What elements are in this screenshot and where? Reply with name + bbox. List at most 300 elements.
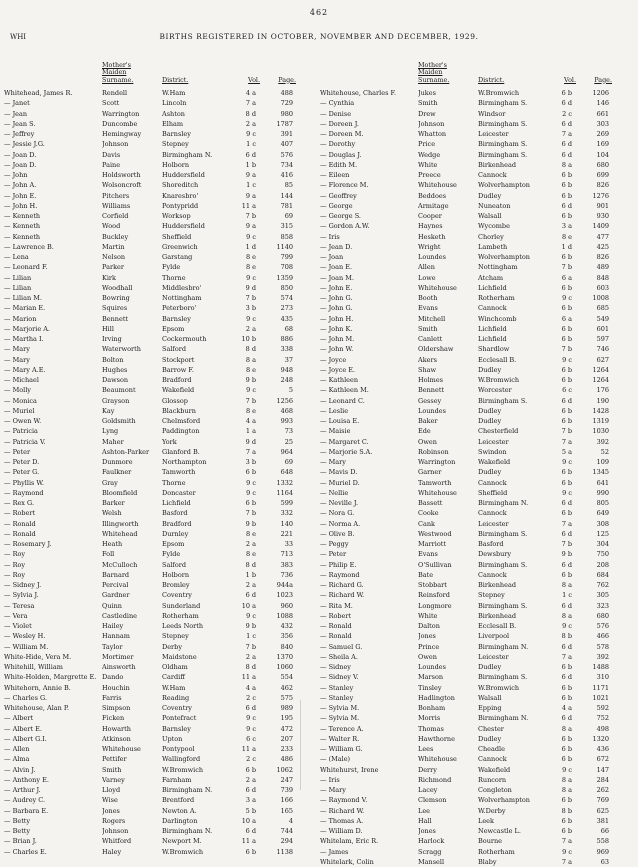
volume: 6 b (561, 89, 572, 97)
volume: 7 a (245, 447, 256, 456)
volume: 7 a (245, 99, 256, 108)
volume: 8 d (245, 560, 256, 569)
district: Birmingham N. (478, 499, 529, 507)
page-ref: 381 (596, 816, 609, 825)
volume: 8 a (561, 160, 572, 169)
entry-name: — John E. (4, 191, 37, 200)
page-ref: 208 (596, 560, 609, 569)
column-header (4, 46, 320, 88)
district: W.Ham (162, 683, 186, 692)
register-entry (320, 283, 636, 293)
entry-name: — Molly (4, 386, 31, 395)
district: Runcorn (478, 775, 507, 784)
register-entry (4, 642, 320, 652)
page-ref: 233 (280, 745, 293, 753)
volume: 7 a (561, 437, 572, 446)
entry-name: — William D. (320, 827, 363, 835)
district: Liverpool (478, 632, 510, 641)
vol-header: Vol. (564, 75, 576, 84)
register-entry (320, 631, 636, 641)
entry-name: — Joan D. (4, 160, 37, 169)
entry-name: — Violet (4, 622, 32, 630)
district: Wakefield (162, 386, 195, 395)
register-entry (320, 324, 636, 334)
volume: 6 d (561, 601, 572, 610)
register-entry (4, 754, 320, 764)
register-entry (4, 683, 320, 693)
volume: 9 c (246, 314, 256, 323)
district: Dudley (478, 406, 502, 415)
entry-name: — Neville J. (320, 499, 359, 507)
volume: 9 b (245, 519, 256, 528)
mother-maiden-surname: Jukes (418, 89, 436, 97)
page-ref: 462 (280, 683, 293, 692)
volume: 4 a (245, 89, 256, 97)
volume: 8 e (245, 529, 256, 538)
volume: 1 c (246, 632, 256, 641)
page-ref: 826 (596, 181, 609, 190)
register-entry (320, 693, 636, 703)
mother-maiden-surname: Loundes (418, 253, 446, 261)
mother-maiden-surname: Lloyd (102, 786, 121, 794)
mother-maiden-surname: Drew (418, 109, 436, 118)
page-ref: 25 (284, 437, 293, 446)
mother-maiden-surname: O'Sullivan (418, 560, 452, 569)
register-entry (4, 273, 320, 283)
page-ref: 472 (280, 724, 293, 733)
page-ref: 176 (596, 386, 609, 395)
mother-maiden-surname: Bennett (418, 386, 445, 395)
district: Barrow F. (162, 365, 194, 374)
district: Derby (162, 642, 182, 651)
district: Wakefield (478, 458, 511, 466)
district: Northampton (162, 458, 207, 466)
mother-maiden-surname: Harlock (418, 837, 445, 846)
volume: 1 b (245, 160, 256, 169)
entry-name: — Raymond (4, 488, 44, 497)
volume: 8 e (245, 406, 256, 415)
district: Greenwich (162, 242, 198, 251)
entry-name: — John E. (320, 283, 353, 292)
mother-maiden-surname: Morris (418, 714, 441, 723)
entry-name: — Doreen M. (320, 130, 364, 138)
page-ref: 554 (280, 673, 293, 682)
register-entry (320, 672, 636, 682)
entry-name: — Maisie (320, 427, 351, 436)
page-ref: 1030 (592, 427, 609, 436)
mother-maiden-surname: Rendell (102, 89, 128, 97)
district: Walsall (478, 212, 502, 220)
entry-name: — Iris (320, 232, 340, 241)
volume: 7 b (561, 345, 572, 354)
page-ref: 1319 (592, 417, 609, 425)
volume: 6 b (561, 570, 572, 579)
register-entry (320, 580, 636, 590)
register-entry (320, 119, 636, 129)
mother-maiden-surname: Smith (102, 765, 122, 774)
district: Stockport (162, 355, 195, 364)
register-entry (320, 847, 636, 857)
entry-name: — Ronald (320, 632, 352, 641)
volume: 8 a (561, 611, 572, 620)
volume: 7 b (245, 212, 256, 220)
volume: 2 a (245, 775, 256, 784)
register-entry (320, 765, 636, 775)
page-ref: 305 (596, 591, 609, 600)
page-ref: 284 (596, 775, 609, 784)
volume: 7 a (561, 652, 572, 661)
register-entry (320, 478, 636, 488)
register-entry (4, 519, 320, 529)
volume: 8 b (561, 632, 572, 641)
register-entry (320, 375, 636, 385)
mother-maiden-surname: Marson (418, 673, 444, 682)
page-ref: 435 (280, 314, 293, 323)
mother-maiden-surname: Barker (102, 499, 125, 507)
mother-maiden-surname: Wood (102, 222, 121, 231)
mother-maiden-surname: Gessey (418, 396, 442, 405)
volume: 6 d (561, 119, 572, 128)
mother-maiden-surname: Simpson (102, 704, 131, 712)
register-entry (320, 785, 636, 795)
register-entry (4, 293, 320, 303)
page-ref: 109 (596, 458, 609, 466)
volume: 9 a (245, 171, 256, 179)
volume: 2 c (562, 109, 572, 118)
page-ref: 303 (596, 119, 609, 128)
district: Birmingham S. (478, 673, 528, 682)
register-entry (320, 426, 636, 436)
district: Shardlow (478, 345, 510, 354)
mother-maiden-surname: Jones (418, 827, 436, 835)
page-ref: 247 (280, 775, 293, 784)
mother-maiden-surname: Derry (418, 765, 437, 774)
volume: 8 a (245, 355, 256, 364)
mother-maiden-surname: Dalton (418, 622, 440, 630)
page-ref: 144 (280, 191, 293, 200)
page-ref: 944a (276, 581, 293, 589)
register-entry (320, 262, 636, 272)
volume: 2 c (246, 755, 256, 764)
entry-name: — Jessie J.G. (4, 140, 45, 149)
district: Wolverhampton (478, 181, 530, 190)
page-ref: 805 (596, 499, 609, 507)
page-ref: 1021 (592, 693, 609, 702)
entry-name: White-Hide, Vera M. (4, 652, 72, 661)
register-entry (320, 201, 636, 211)
page-ref: 980 (280, 109, 293, 118)
register-entry (4, 744, 320, 754)
register-entry (4, 396, 320, 406)
register-entry (320, 488, 636, 498)
mother-maiden-surname: Allen (418, 263, 435, 272)
volume: 6 b (561, 304, 572, 313)
district: Holborn (162, 160, 190, 169)
page-ref: 575 (280, 693, 293, 702)
entry-name: — Muriel (4, 406, 35, 415)
mother-maiden-surname: Haley (102, 847, 122, 856)
register-entry (320, 221, 636, 231)
district: Barnsley (162, 130, 191, 138)
district: Rotherham (478, 847, 515, 856)
mother-maiden-surname: Goldsmith (102, 417, 136, 425)
district: Shoreditch (162, 181, 199, 190)
register-entry (320, 191, 636, 201)
entry-name: — Edith M. (320, 160, 358, 169)
mother-maiden-surname: Booth (418, 294, 438, 302)
district: Lambeth (478, 242, 508, 251)
district: Rotherham (478, 294, 515, 302)
register-entry (320, 303, 636, 313)
volume: 6 b (245, 468, 256, 477)
register-entry (320, 570, 636, 580)
page-ref: 603 (596, 283, 609, 292)
register-entry (4, 601, 320, 611)
page-ref: 338 (280, 345, 293, 354)
district: Leicester (478, 437, 509, 446)
page-ref: 273 (280, 304, 293, 313)
district: W.Bromwich (478, 89, 520, 97)
entry-name: — Albert E. (4, 724, 42, 733)
volume: 2 a (245, 581, 256, 589)
mother-maiden-surname: Whitehouse (418, 755, 457, 764)
register-entry (4, 560, 320, 570)
entry-name: — Stanley (320, 683, 354, 692)
mother-maiden-surname: Lowe (418, 273, 436, 282)
volume: 6 d (245, 591, 256, 600)
volume: 8 d (245, 663, 256, 671)
entry-name: — Mary A.E. (4, 365, 46, 374)
page-ref: 165 (280, 806, 293, 815)
district: W.Bromwich (478, 376, 520, 384)
register-entry (320, 334, 636, 344)
page-ref: 684 (596, 570, 609, 579)
mother-maiden-surname: Waterworth (102, 345, 141, 354)
page-header: Page. (594, 75, 612, 84)
mother-maiden-surname: Atkinson (102, 734, 131, 743)
entry-name: — Kenneth (4, 232, 41, 241)
register-entry (4, 826, 320, 836)
district: Atcham (478, 273, 504, 282)
register-entry (320, 344, 636, 354)
mother-maiden-surname: Mortimer (102, 652, 134, 661)
volume: 1 a (245, 427, 256, 436)
page-ref: 649 (596, 509, 609, 518)
entry-name: — Philip E. (320, 560, 357, 569)
page-ref: 392 (596, 652, 609, 661)
mother-maiden-surname: White (418, 611, 438, 620)
volume: 6 b (561, 663, 572, 671)
mother-maiden-surname: Marriott (418, 540, 446, 548)
volume: 7 b (561, 263, 572, 272)
page-ref: 1320 (592, 734, 609, 743)
mother-maiden-surname: Buckley (102, 232, 129, 241)
entry-name: Whitehouse, Charles F. (320, 89, 397, 97)
district: Cannock (478, 304, 507, 313)
register-entry (4, 621, 320, 631)
district: Upton (162, 734, 183, 743)
entry-name: — Charles E. (4, 847, 47, 856)
district: Lichfield (478, 283, 507, 292)
register-entry (4, 211, 320, 221)
district: Sheffield (162, 232, 192, 241)
entry-name: — George (320, 201, 353, 210)
mother-maiden-surname: Lees (418, 745, 434, 753)
volume: 6 b (561, 171, 572, 179)
page-ref: 1359 (276, 273, 293, 282)
page-ref: 294 (280, 837, 293, 846)
mother-maiden-surname: Lyng (102, 427, 119, 436)
district: Bradford (162, 519, 192, 528)
mother-maiden-surname: Hughes (102, 365, 128, 374)
page-ref: 574 (280, 294, 293, 302)
entry-name: — Kathleen (320, 376, 359, 384)
mother-maiden-surname: Bolton (102, 355, 124, 364)
mother-maiden-surname: Owen (418, 437, 437, 446)
entry-name: — Sylvia J. (4, 591, 39, 600)
page-ref: 685 (596, 304, 609, 313)
volume: 6 b (561, 283, 572, 292)
register-entry (320, 160, 636, 170)
register-entry (4, 375, 320, 385)
mother-maiden-surname: Farris (102, 693, 122, 702)
volume: 2 a (245, 324, 256, 333)
entry-name: — Barbara E. (4, 806, 49, 815)
page-ref: 781 (280, 201, 293, 210)
entry-name: — Margaret C. (320, 437, 369, 446)
register-entry (4, 262, 320, 272)
entry-name: — Nellie (320, 488, 349, 497)
entry-name: — Denise (320, 109, 352, 118)
volume: 1 b (245, 570, 256, 579)
entry-name: — Jean S. (4, 119, 36, 128)
register-entry (320, 683, 636, 693)
entry-name: — Raymond (320, 570, 360, 579)
register-entry (320, 621, 636, 631)
district: Blaby (478, 857, 497, 866)
mother-maiden-surname: Evans (418, 304, 438, 313)
mother-maiden-surname: Loundes (418, 663, 446, 671)
district: Lichfield (162, 499, 191, 507)
entry-name: — Patricia V. (4, 437, 46, 446)
entry-name: — Marion (4, 314, 37, 323)
entry-name: — Cynthia (320, 99, 355, 108)
district: Wolverhampton (478, 253, 530, 261)
entry-name: — Roy (4, 560, 26, 569)
mother-maiden-surname: Ainsworth (102, 663, 136, 671)
entry-name: — Peter (320, 550, 347, 559)
register-entry (4, 426, 320, 436)
register-entry (320, 816, 636, 826)
entry-name: — Mary (320, 458, 346, 466)
entry-name: — Richard W. (320, 591, 365, 600)
register-entry (320, 355, 636, 365)
volume: 3 b (245, 304, 256, 313)
volume: 4 a (245, 417, 256, 425)
register-entry (4, 457, 320, 467)
register-entry (4, 283, 320, 293)
district: Pontefract (162, 714, 197, 723)
register-entry (4, 478, 320, 488)
volume: 8 a (561, 581, 572, 589)
volume: 6 a (561, 273, 572, 282)
district: Wakefield (478, 765, 511, 774)
page-ref: 1088 (276, 611, 293, 620)
volume: 6 a (561, 314, 572, 323)
district: Salford (162, 560, 186, 569)
district: Cannock (478, 171, 507, 179)
register-entry (320, 724, 636, 734)
mother-maiden-surname: Corfield (102, 212, 129, 220)
mother-maiden-surname: Bonham (418, 704, 446, 712)
page-ref: 140 (280, 519, 293, 528)
page-ref: 383 (280, 560, 293, 569)
mother-maiden-surname: Clemson (418, 796, 447, 805)
register-entry (320, 642, 636, 652)
page-ref: 625 (596, 806, 609, 815)
register-entry (4, 385, 320, 395)
district: Birmingham S. (478, 560, 528, 569)
volume: 6 b (245, 499, 256, 507)
district: Dudley (478, 417, 502, 425)
mother-maiden-surname: Rogers (102, 816, 126, 825)
page-ref: 762 (596, 581, 609, 589)
volume: 8 e (245, 263, 256, 272)
register-entry (4, 447, 320, 457)
entry-name: — Owen W. (4, 417, 42, 425)
entry-name: — Olive B. (320, 529, 355, 538)
mother-maiden-surname: Cank (418, 519, 435, 528)
volume: 8 d (245, 109, 256, 118)
mother-maiden-surname: Paine (102, 160, 121, 169)
page-ref: 601 (596, 324, 609, 333)
mother-maiden-surname: Whitehouse (418, 283, 457, 292)
entry-name: — Eileen (320, 171, 350, 179)
page-ref: 66 (600, 827, 609, 835)
mother-maiden-surname: Hannam (102, 632, 130, 641)
volume: 6 b (561, 478, 572, 487)
page-ref: 1256 (276, 396, 293, 405)
district: Dudley (478, 663, 502, 671)
volume: 1 c (246, 140, 256, 149)
mother-maiden-surname: Garner (418, 468, 442, 477)
mother-maiden-surname: Varney (102, 775, 125, 784)
entry-name: — (Male) (320, 755, 351, 764)
volume: 8 e (245, 550, 256, 559)
district: Paddington (162, 427, 200, 436)
entry-name: — Phyllis W. (4, 478, 45, 487)
mother-maiden-surname: Johnson (418, 119, 445, 128)
page-ref: 166 (280, 796, 293, 805)
district: Sheffield (478, 488, 508, 497)
mother-maiden-surname: Richmond (418, 775, 452, 784)
district: Salford (162, 345, 186, 354)
mother-maiden-surname: Barnard (102, 570, 130, 579)
district: Birmingham S. (478, 529, 528, 538)
volume: 9 c (246, 724, 256, 733)
volume: 9 b (245, 622, 256, 630)
district: Blackburn (162, 406, 196, 415)
entry-name: — Ronald (4, 529, 36, 538)
register-entry (4, 508, 320, 518)
register-entry (4, 713, 320, 723)
register-entry (320, 590, 636, 600)
mother-maiden-surname: Preece (418, 171, 441, 179)
district: Wolverhampton (478, 796, 530, 805)
entry-name: — George S. (320, 212, 361, 220)
mother-maiden-surname: Baker (418, 417, 438, 425)
volume: 6 b (561, 417, 572, 425)
